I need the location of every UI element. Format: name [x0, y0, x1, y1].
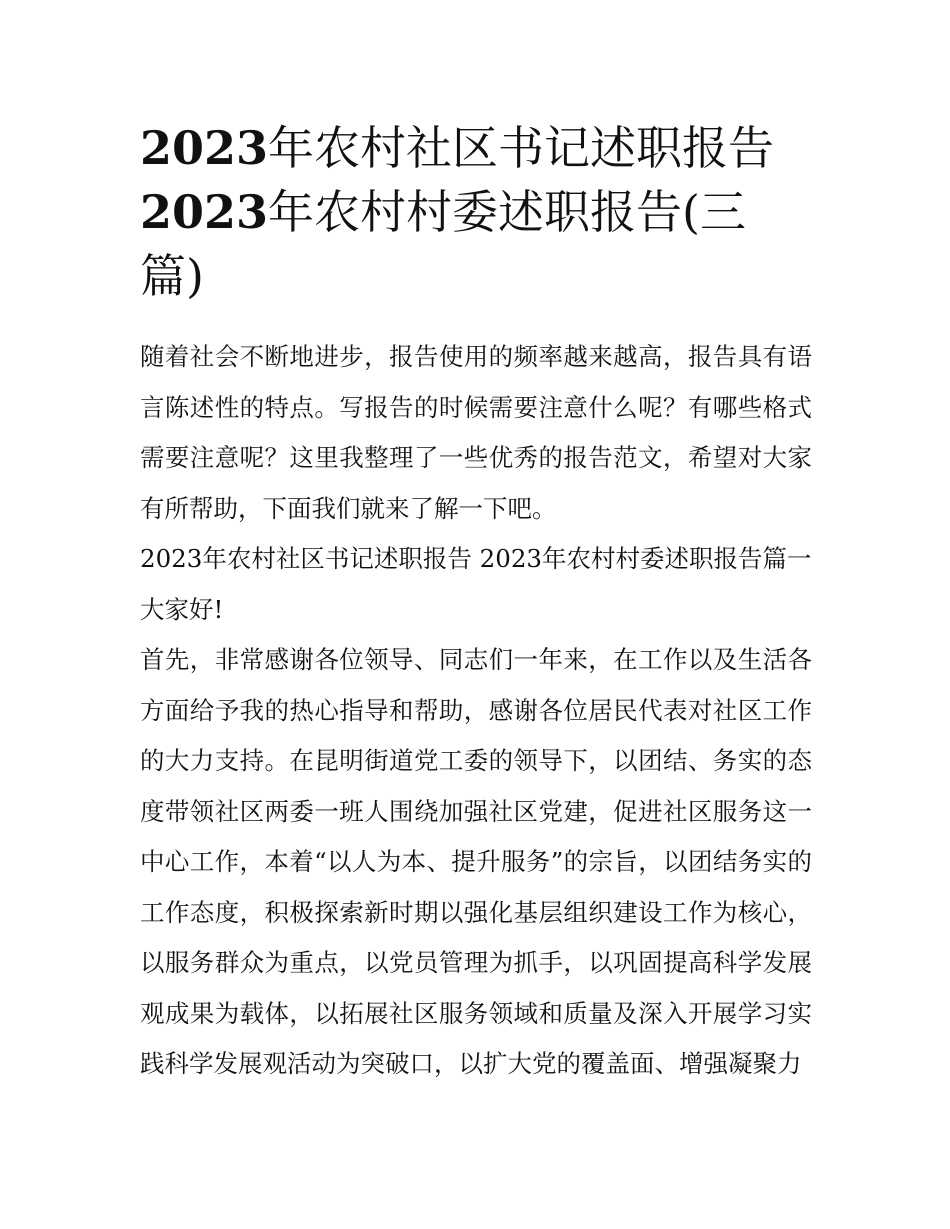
title-year: 2023	[140, 121, 269, 175]
title-text: 年农村村委述职报告(三	[268, 185, 746, 239]
title-line-2	[140, 180, 812, 244]
intro-paragraph: 随着社会不断地进步，报告使用的频率越来越高，报告具有语言陈述性的特点。写报告的时候需要注意什么呢？有哪些格式需要注意呢？这里我整理了一些优秀的报告范文，希望对大家有所帮助，下面我们就来了解一下吧。	[140, 342, 812, 523]
section-heading: 2023年农村社区书记述职报告 2023年农村村委述职报告篇一	[140, 544, 812, 573]
document-title	[140, 116, 812, 308]
body-paragraph: 首先，非常感谢各位领导、同志们一年来，在工作以及生活各方面给予我的热心指导和帮助，感谢各位居民代表对社区工作的大力支持。在昆明街道党工委的领导下，以团结、务实的态度带领社区两委一班人围绕加强社区党建，促进社区服务这一中心工作，本着“以人为本、提升服务”的宗旨，以团结务实的工作态度，积极探索新时期以强化基层组织建设工作为核心，以服务群众为重点，以党员管理为抓手，以巩固提高科学发展观成果为载体，以拓展社区服务领域和质量及深入开展学习实践科学发展观活动为突破口，以扩大党的覆盖面、增强凝聚力	[140, 645, 812, 1078]
document-body	[140, 332, 812, 1090]
document-page	[140, 116, 812, 1090]
title-line-1	[140, 116, 812, 180]
title-text: 篇)	[140, 249, 204, 303]
greeting-paragraph: 大家好!	[140, 594, 224, 624]
title-text: 年农村社区书记述职报告	[268, 121, 775, 175]
title-line-3	[140, 244, 812, 308]
title-year: 2023	[140, 185, 269, 239]
